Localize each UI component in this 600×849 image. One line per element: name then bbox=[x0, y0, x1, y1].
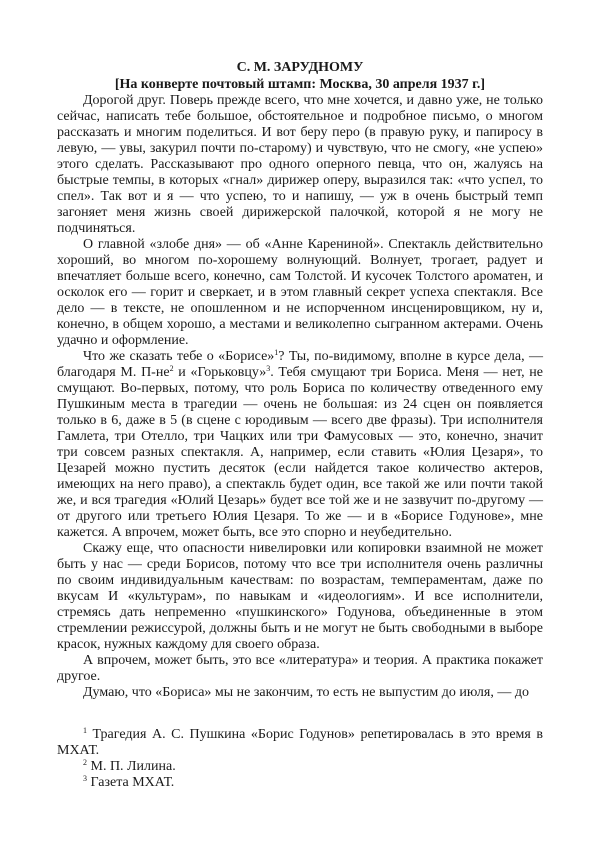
paragraph: О главной «злобе дня» — об «Анне Карениной». Спектакль действительно хороший, во многом по-хорошему волнующий. Волнует, трогает, радует и впечатляет больше всего, конечно, сам Толстой. И кусочек Толстого ароматен, и осколок его — горит и сверкает, и в этом главный секрет успеха спектакля. Все дело — в тексте, не опошленном и не испорченном инсценировщиком, ну и, конечно, в общем хорошо, а местами и великолепно сыгранном актерами. Очень удачно и оформление. bbox=[57, 237, 543, 348]
footnote-ref: 1 bbox=[274, 348, 279, 357]
footnote-text: Газета МХАТ. bbox=[87, 775, 175, 790]
footnote bbox=[57, 759, 543, 775]
footnote-number: 3 bbox=[83, 774, 87, 783]
letter-title: С. М. ЗАРУДНОМУ bbox=[236, 60, 364, 75]
footnote-text: М. П. Лилина. bbox=[87, 759, 176, 774]
footnote bbox=[57, 727, 543, 759]
paragraph: Скажу еще, что опасности нивелировки или копировки взаимной не может быть у нас — среди Борисов, потому что все три исполнителя очень различны по своим индивидуальным качествам: по возрастам, темпераментам, даже по вкусам И «культурам», по навыкам и «идеологиям». И все исполнители, стремясь дать непременно «пушкинского» Годунова, объединенные в этом стремлении режиссурой, должны быть и не могут не быть свободными в выборе красок, нужных каждому для своего образа. bbox=[57, 541, 543, 652]
footnote-number: 2 bbox=[83, 758, 87, 767]
paragraph-text: ? Ты, по-видимому, вполне в курсе дела, — благодаря М. П-не bbox=[57, 349, 543, 380]
paragraph-text: . Тебя смущают три Бориса. Меня — нет, не смущают. Во-первых, потому, что роль Бориса по количеству отведенного ему Пушкиным места в трагедии — очень не большая: из 24 сцен он появляется только в 6, даже в 5 (в сцене с юродивым — всего две фразы). Три исполнителя Гамлета, три Отелло, три Чацких или три Фамусовых — это, конечно, значит три совсем разных спектакля. А, например, если ставить «Юлия Цезаря», то Цезарей можно пустить десяток (если найдется такое количество актеров, имеющих на него право), а спектакль будет один, все такой же или почти такой же, и вся трагедия «Юлий Цезарь» будет все той же и не зазвучит по-другому — от другого или третьего Юлия Цезаря. То же — и в «Борисе Годунове», мне кажется. А впрочем, может быть, все это спорно и неубедительно. bbox=[57, 365, 543, 540]
footnote bbox=[57, 775, 543, 791]
paragraph: Дорогой друг. Поверь прежде всего, что мне хочется, и давно уже, не только сейчас, написать тебе большое, обстоятельное и подробное письмо, о многом рассказать и многим поделиться. И вот беру перо (в правую руку, и папиросу в левую, — увы, закурил почти по-старому) и чувствую, что не смогу, «не успею» этого сделать. Рассказывают про одного оперного певца, что он, жалуясь на быстрые темпы, в которых «гнал» дирижер оперу, выразился так: «что успел, то спел». Так вот и я — что успею, то и напишу, — уж в очень быстрый темп загоняет меня жизнь своей дирижерской палочкой, которой я не могу не подчиняться. bbox=[57, 93, 543, 236]
paragraph-text: Что же сказать тебе о «Борисе» bbox=[83, 349, 275, 364]
paragraph: Думаю, что «Бориса» мы не закончим, то есть не выпустим до июля, — до bbox=[83, 685, 529, 700]
footnotes bbox=[57, 727, 543, 791]
letter-body bbox=[57, 59, 543, 701]
letter-subtitle: [На конверте почтовый штамп: Москва, 30 апреля 1937 г.] bbox=[114, 77, 486, 92]
paragraph bbox=[57, 349, 543, 541]
paragraph-text: и «Горьковцу» bbox=[173, 365, 267, 380]
footnote-ref: 2 bbox=[169, 364, 174, 373]
footnote-ref: 3 bbox=[266, 364, 271, 373]
footnote-text: Трагедия А. С. Пушкина «Борис Годунов» репетировалась в это время в МХАТ. bbox=[57, 727, 543, 758]
paragraph: А впрочем, может быть, это все «литература» и теория. А практика покажет другое. bbox=[57, 653, 543, 684]
footnote-number: 1 bbox=[83, 726, 87, 735]
